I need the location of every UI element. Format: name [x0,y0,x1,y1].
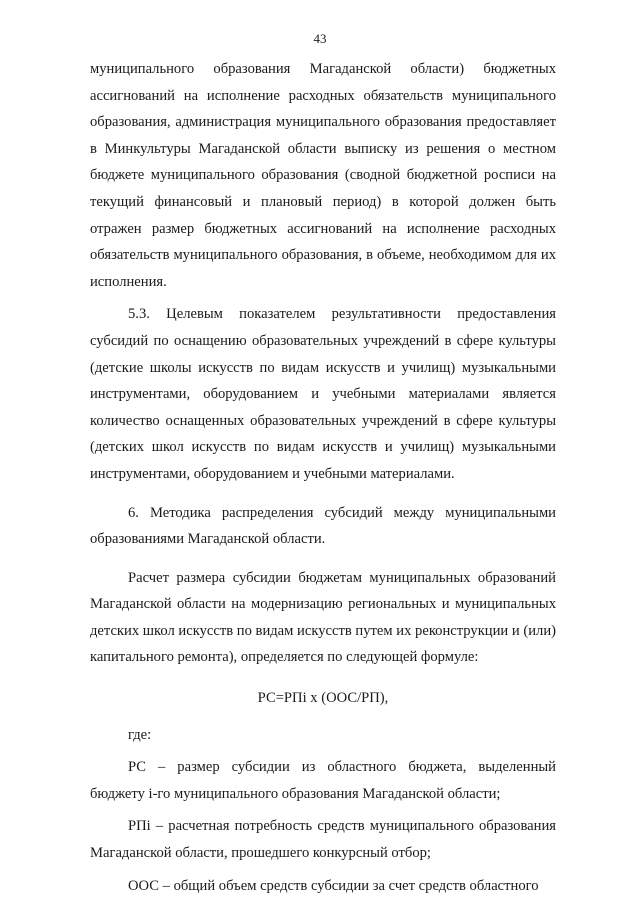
definition-oos: ООС – общий объем средств субсидии за счет средств областного [128,877,539,894]
document-body [90,56,556,899]
definition-rpi: РПi – расчетная потребность средств муниципального образования Магаданской области, прошедшего конкурсный отбор; [90,818,556,862]
where-label: где: [128,726,152,743]
paragraph-budget-allocations: муниципального образования Магаданской области) бюджетных ассигнований на исполнение расходных обязательств муниципального образования, администрация муниципального образования предоставляет в Минкультуры Магаданской области выписку из решения о местном бюджете муниципального образования (сводной бюджетной росписи на текущий финансовый и плановый период) в которой должен быть отражен размер бюджетных ассигнований на исполнение расходных обязательств муниципального образования, в объеме, необходимом для их исполнения. [90,61,556,290]
page-number: 43 [313,31,327,46]
paragraph-5-3-target-indicator: 5.3. Целевым показателем результативности предоставления субсидий по оснащению образовательных учреждений в сфере культуры (детские школы искусств по видам искусств и училищ) музыкальными инструментами, оборудованием и учебными материалами является количество оснащенных образовательных учреждений в сфере культуры (детских школ искусств по видам искусств и училищ) музыкальными инструментами, оборудованием и учебными материалами. [90,306,556,482]
paragraph-subsidy-calculation: Расчет размера субсидии бюджетам муниципальных образований Магаданской области на модернизацию региональных и муниципальных детских школ искусств по видам искусств путем их реконструкции и (или) капитального ремонта), определяется по следующей формуле: [90,569,556,666]
section-6-heading: 6. Методика распределения субсидий между муниципальными образованиями Магаданской области. [90,504,556,548]
formula: РС=РПi х (ООС/РП), [257,690,389,707]
definition-rs: РС – размер субсидии из областного бюджета, выделенный бюджету i-го муниципального образования Магаданской области; [90,759,556,802]
